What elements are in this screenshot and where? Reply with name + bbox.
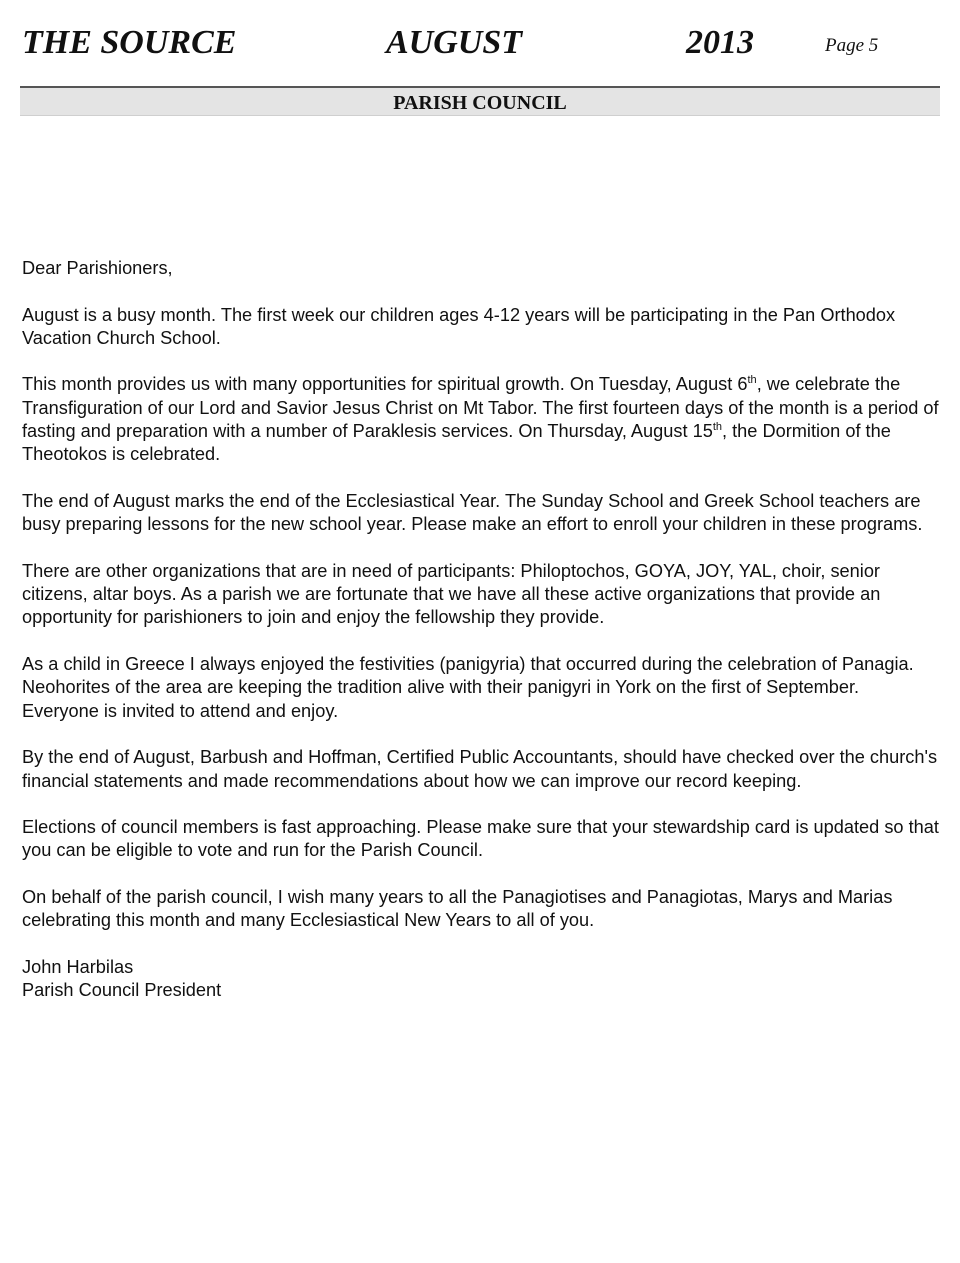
paragraph-text: , the Dormition of the Theotokos is celebrated. xyxy=(22,421,891,465)
signature-title: Parish Council President xyxy=(22,980,222,1001)
salutation: Dear Parishioners, xyxy=(22,258,173,278)
letter-body xyxy=(22,257,940,1003)
issue-month: AUGUST xyxy=(386,24,523,61)
paragraph-spiritual-growth xyxy=(22,373,940,466)
section-title: PARISH COUNCIL xyxy=(393,92,567,114)
paragraph-vacation-school: August is a busy month. The first week our children ages 4-12 years will be participating in the Pan Orthodox Vacation Church School. xyxy=(22,304,896,348)
paragraph-panigyria: As a child in Greece I always enjoyed the festivities (panigyria) that occurred during the celebration of Panagia. Neohorites of the area are keeping the tradition alive with their panigyri in York on the first of September. Everyone is invited to attend and enjoy. xyxy=(22,654,914,721)
paragraph-accountants: By the end of August, Barbush and Hoffman, Certified Public Accountants, should have checked over the church's financial statements and made recommendations about how we can improve our record keeping. xyxy=(22,747,938,791)
ordinal-suffix: th xyxy=(712,421,723,434)
issue-year: 2013 xyxy=(686,24,754,61)
paragraph-text: , we celebrate the Transfiguration of our Lord and Savior Jesus Christ on Mt Tabor. The first fourteen days of the month is a period of fasting and preparation with a number of Paraklesis services. On Thursday, August 15 xyxy=(22,374,939,442)
paragraph-ecclesiastical-year: The end of August marks the end of the Ecclesiastical Year. The Sunday School and Greek School teachers are busy preparing lessons for the new school year. Please make an effort to enroll your children in these programs. xyxy=(22,490,923,535)
section-banner xyxy=(20,88,940,116)
paragraph-text: This month provides us with many opportunities for spiritual growth. On Tuesday, August 6 xyxy=(22,374,748,395)
paragraph-wishes: On behalf of the parish council, I wish many years to all the Panagiotises and Panagiotas, Marys and Marias celebrating this month and many Ecclesiastical New Years to all of you. xyxy=(22,887,893,931)
paragraph-organizations: There are other organizations that are in need of participants: Philoptochos, GOYA, JOY, YAL, choir, senior citizens, altar boys. As a parish we are fortunate that we have all these active organizations that provide an opportunity for parishioners to join and enjoy the fellowship they provide. xyxy=(22,560,881,628)
ordinal-suffix: th xyxy=(747,374,757,387)
newsletter-title: THE SOURCE xyxy=(22,24,237,61)
page-header xyxy=(22,22,940,64)
paragraph-elections: Elections of council members is fast approaching. Please make sure that your stewardship card is updated so that you can be eligible to vote and run for the Parish Council. xyxy=(22,817,939,861)
page-number: Page 5 xyxy=(825,35,879,56)
signature-name: John Harbilas xyxy=(22,956,134,977)
